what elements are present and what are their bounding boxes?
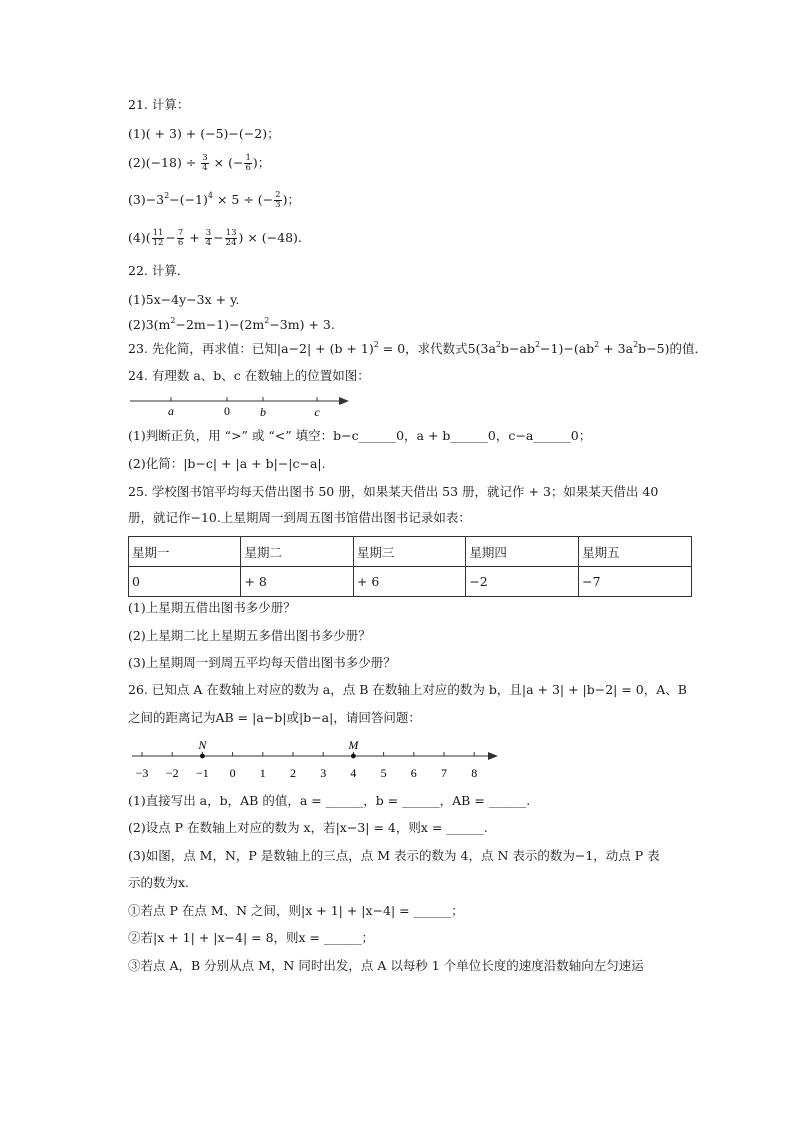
point-m xyxy=(351,754,356,759)
tick-label: 7 xyxy=(441,766,447,780)
table-cell: + 6 xyxy=(353,567,465,597)
axis-arrow xyxy=(488,752,498,760)
q21-title: 21. 计算： xyxy=(128,97,190,112)
tick-label: 5 xyxy=(380,766,387,780)
table-header-cell: 星期二 xyxy=(241,537,353,567)
q26-part1: (1)直接写出 a，b，AB 的值，a = ______，b = ______，AB = ______. xyxy=(128,793,531,808)
q21-part1: (1)( + 3) + (−5)−(−2)； xyxy=(128,126,280,141)
q26-line2: 之间的距离记为AB = |a−b|或|b−a|，请回答问题： xyxy=(128,710,421,725)
table-header-cell: 星期一 xyxy=(129,537,241,567)
table-header-cell: 星期三 xyxy=(353,537,465,567)
q26-part2: (2)设点 P 在数轴上对应的数为 x，若|x−3| = 4，则x = ______. xyxy=(128,820,488,835)
table-header-cell: 星期五 xyxy=(579,537,692,567)
q25-part2: (2)上星期二比上星期五多借出图书多少册？ xyxy=(128,628,371,643)
tick-label: −3 xyxy=(135,766,149,780)
point-n xyxy=(200,754,205,759)
label-a: a xyxy=(168,404,174,418)
q26-sub3: ③若点 A，B 分别从点 M，N 同时出发，点 A 以每秒 1 个单位长度的速度沿数轴向左匀速运 xyxy=(128,958,644,973)
tick-label: 6 xyxy=(410,766,417,780)
fraction: $\frac{13}{24}$ xyxy=(225,228,237,248)
q24-part2: (2)化简：|b−c| + |a + b|−|c−a|. xyxy=(128,456,326,471)
q22-part2: $(2)3(m^2-2m-1)-(2m^2-3m) + 3$. xyxy=(128,316,335,332)
table-cell: 0 xyxy=(129,567,241,597)
q23-text: 23. 先化简，再求值：已知$|a-2| + (b + 1)^2 = 0$，求代数式$5(3a^2b-ab^2-1)-(ab^2 + 3a^2b-5)$的值． xyxy=(128,340,707,356)
q25-line1: 25. 学校图书馆平均每天借出图书 50 册，如果某天借出 53 册，就记作 + 3；如果某天借出 40 xyxy=(128,484,659,499)
table-cell: −7 xyxy=(579,567,692,597)
label-c: c xyxy=(314,405,320,419)
q24-number-line xyxy=(128,390,353,422)
table-cell: + 8 xyxy=(241,567,353,597)
q24-part1: (1)判断正负，用 “>” 或 “<” 填空：b−c______0，a + b______0，c−a______0； xyxy=(128,428,592,443)
tick-label: 2 xyxy=(290,766,296,780)
tick-label: 1 xyxy=(259,766,266,780)
tick-label: 4 xyxy=(350,766,357,780)
q24-title: 24. 有理数 a、b、c 在数轴上的位置如图： xyxy=(128,368,370,383)
q26-sub1: ①若点 P 在点 M、N 之间，则|x + 1| + |x−4| = ______； xyxy=(128,903,464,918)
q21-part4: (4)( $\frac{11}{12}$ − $\frac{7}{6}$ + $\frac{3}{4}$ − $\frac{13}{24}$ ) × (−48). xyxy=(128,228,302,248)
tick-label: 8 xyxy=(471,766,478,780)
q25-part1: (1)上星期五借出图书多少册？ xyxy=(128,600,296,615)
q25-line2: 册，就记作−10.上星期周一到周五图书馆借出图书记录如表： xyxy=(128,510,471,525)
q25-part3: (3)上星期周一到周五平均每天借出图书多少册？ xyxy=(128,655,396,670)
tick-label: −2 xyxy=(165,766,179,780)
q21-part2: (2)(−18) ÷ $\frac{3}{4}$ × (− $\frac{1}{6}$ )； xyxy=(128,153,271,173)
label-b: b xyxy=(260,405,266,419)
label-0: 0 xyxy=(224,404,230,418)
fraction: $\frac{3}{4}$ xyxy=(202,153,208,173)
table-header-row xyxy=(129,537,692,567)
q26-part3-line2: 示的数为x. xyxy=(128,875,190,890)
table-header-cell: 星期四 xyxy=(466,537,579,567)
fraction: $\frac{7}{6}$ xyxy=(177,228,184,248)
q22-title: 22. 计算． xyxy=(128,263,190,278)
tick-label: 0 xyxy=(229,766,236,780)
q26-number-line xyxy=(128,735,508,785)
tick-label: 3 xyxy=(320,766,327,780)
fraction: $\frac{3}{4}$ xyxy=(205,228,212,248)
fraction: $\frac{1}{6}$ xyxy=(245,153,251,173)
tick-label: −1 xyxy=(196,766,209,780)
table-row xyxy=(129,567,692,597)
fraction: $\frac{2}{3}$ xyxy=(275,190,281,210)
point-m-label: M xyxy=(348,738,359,752)
axis-arrow xyxy=(339,397,349,405)
table-cell: −2 xyxy=(466,567,579,597)
fraction: $\frac{11}{12}$ xyxy=(152,228,164,248)
q26-line1: 26. 已知点 A 在数轴上对应的数为 a，点 B 在数轴上对应的数为 b，且|a + 3| + |b−2| = 0，A、B xyxy=(128,682,687,697)
point-n-label: N xyxy=(198,738,207,752)
q21-part3: $(3)-3^2-(-1)^4 \times 5$ ÷ (− $\frac{2}{3}$ )； xyxy=(128,190,300,210)
q26-part3-line1: (3)如图，点 M，N，P 是数轴上的三点，点 M 表示的数为 4，点 N 表示的数为−1，动点 P 表 xyxy=(128,848,660,863)
q22-part1: (1)5x−4y−3x + y. xyxy=(128,292,240,307)
q26-sub2: ②若|x + 1| + |x−4| = 8，则x = ______； xyxy=(128,930,375,945)
library-table xyxy=(128,536,692,597)
